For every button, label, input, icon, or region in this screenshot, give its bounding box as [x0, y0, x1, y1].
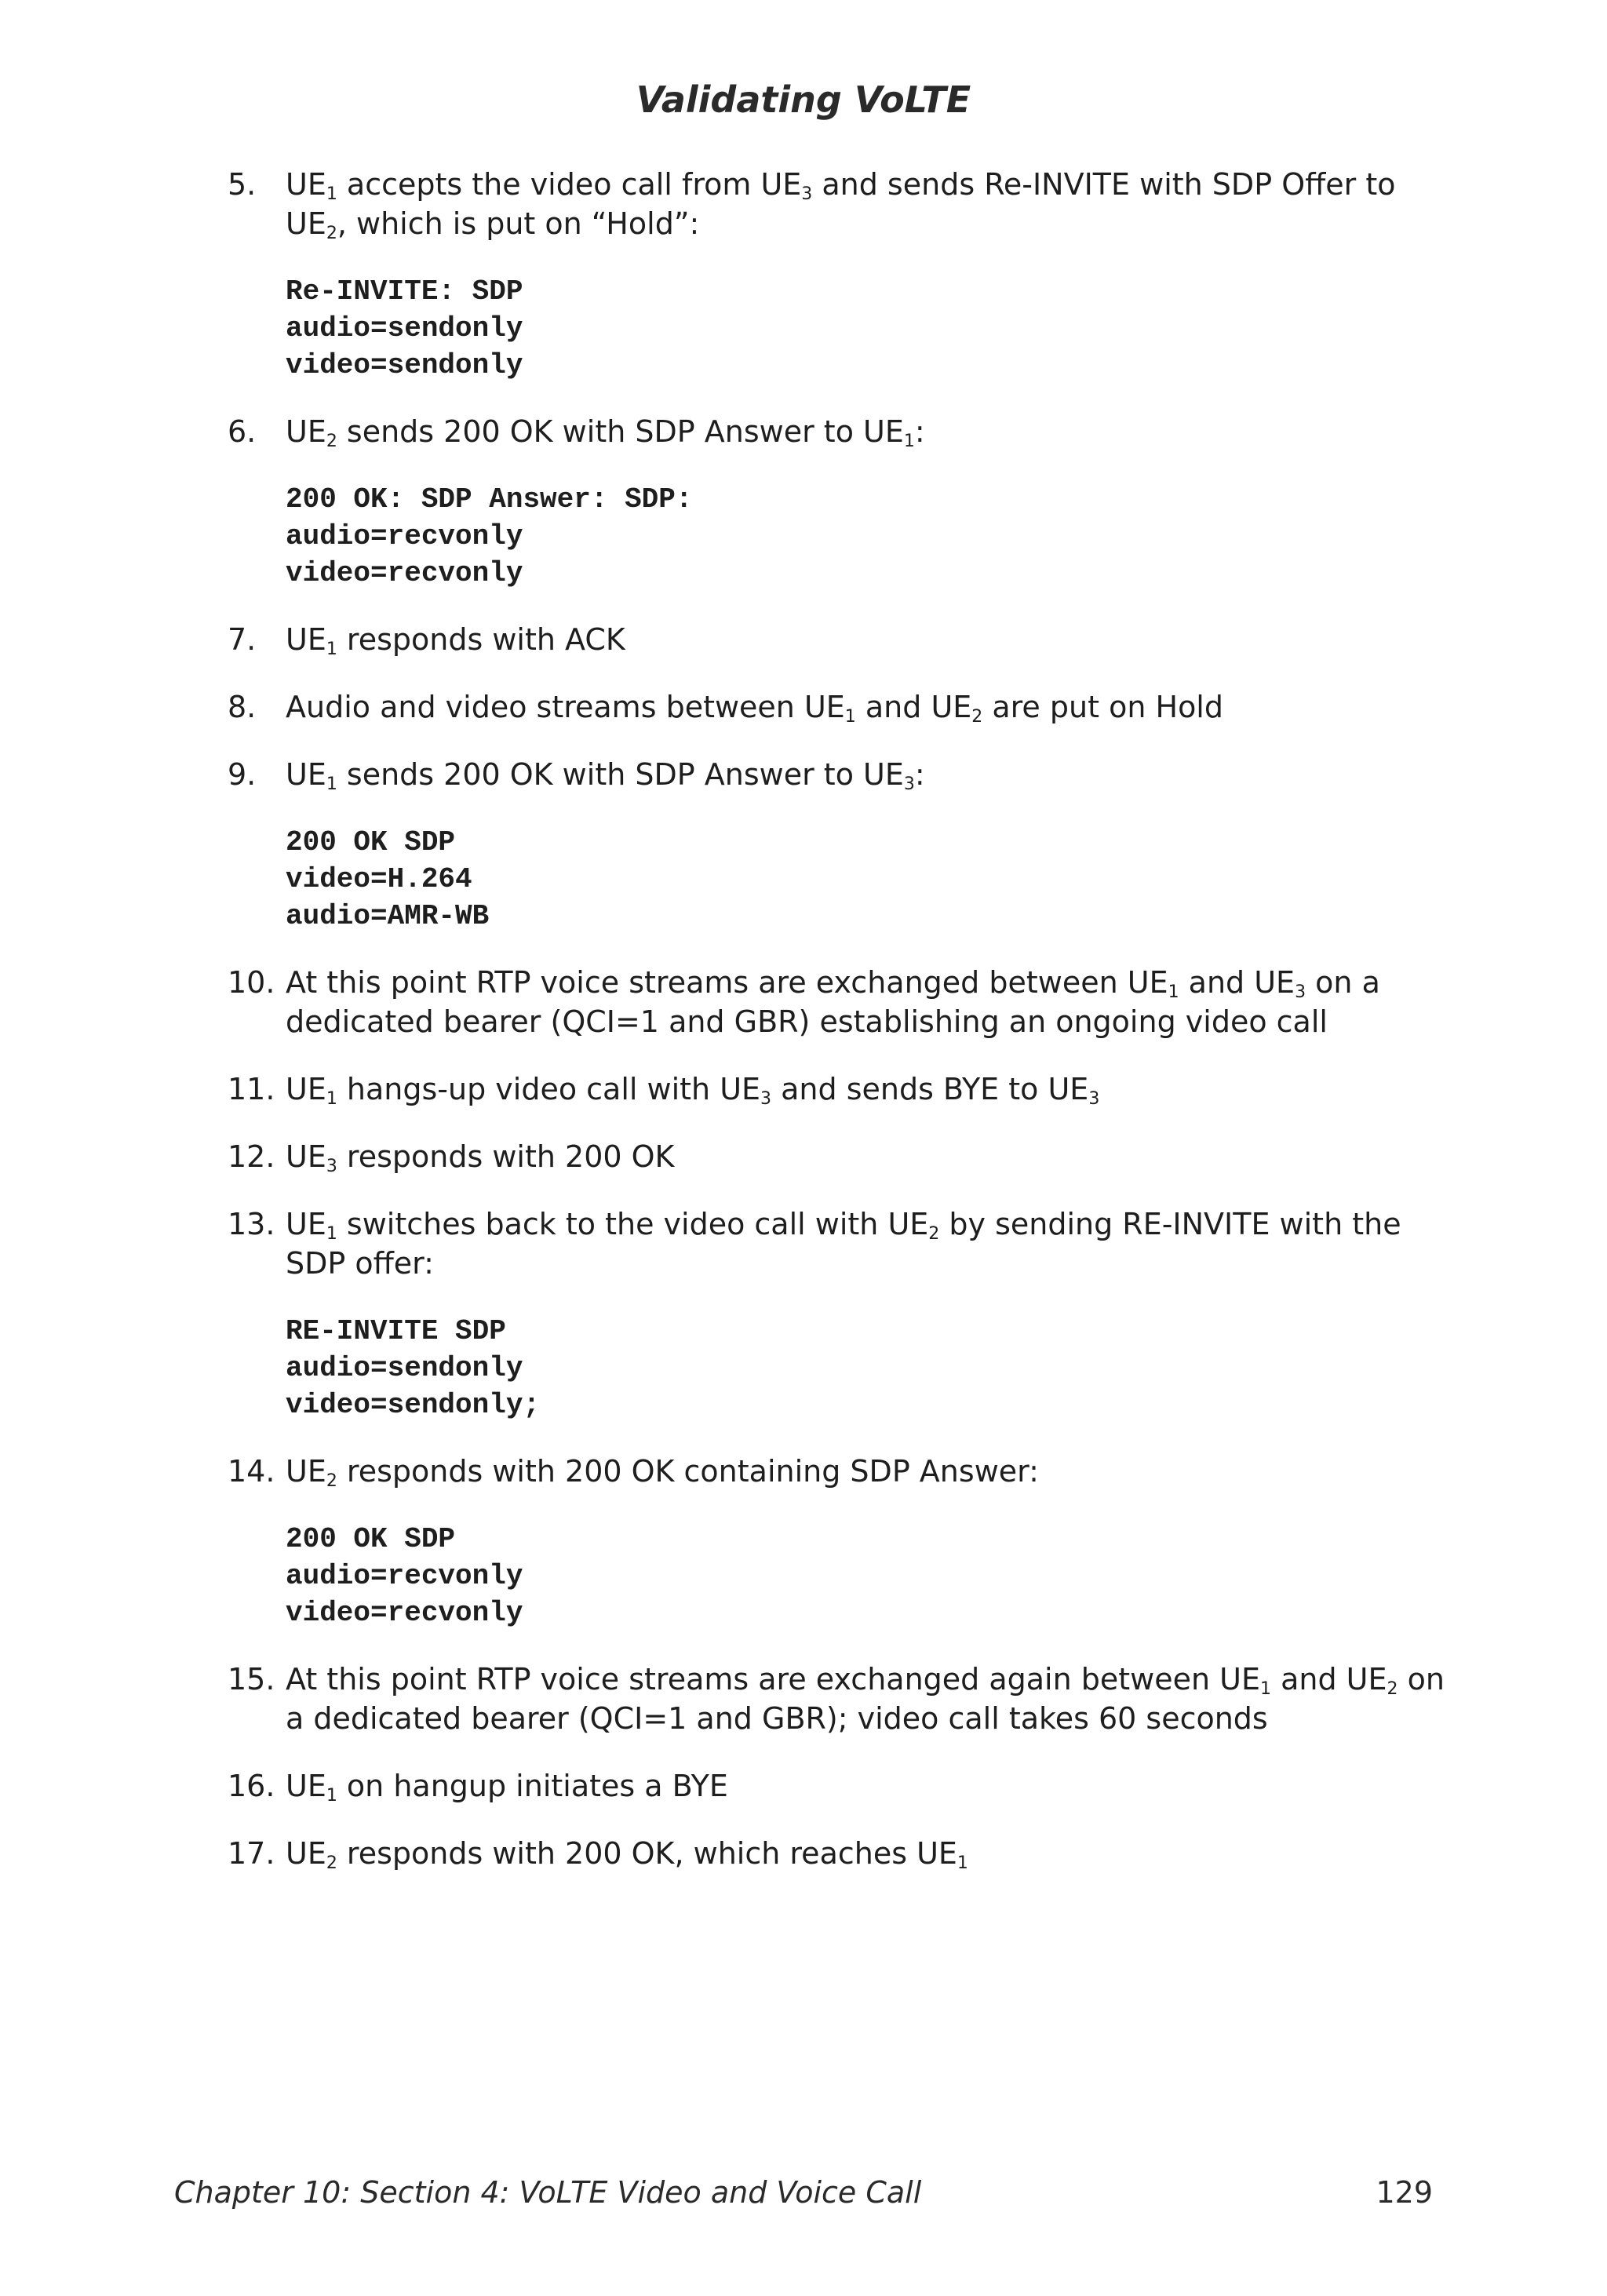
list-item — [228, 963, 1452, 1041]
code-line: video=sendonly — [286, 349, 523, 381]
list-item-text: $UE_1$ accepts the video call from $UE_3$ and sends Re-INVITE with SDP Offer to $UE_2$, which is put on “Hold”: — [286, 167, 1396, 243]
list-item-number: 16. — [228, 1769, 275, 1803]
list-item-text: $UE_1$ switches back to the video call with $UE_2$ by sending RE-INVITE with the SDP offer: — [286, 1207, 1401, 1281]
list-item-text: At this point RTP voice streams are exchanged again between $UE_1$ and $UE_2$ on a dedicated bearer (QCI=1 and GBR); video call takes 60 seconds — [286, 1662, 1445, 1736]
list-item — [228, 1834, 1452, 1873]
list-item-number: 17. — [228, 1836, 275, 1871]
list-item-number: 12. — [228, 1139, 275, 1174]
code-block — [286, 273, 1452, 384]
code-line: video=recvonly — [286, 557, 523, 589]
code-line: video=H.264 — [286, 863, 472, 895]
list-item-number: 9. — [228, 757, 257, 792]
code-line: video=recvonly — [286, 1597, 523, 1629]
code-line: video=sendonly; — [286, 1389, 541, 1421]
list-item — [228, 1660, 1452, 1738]
list-item — [228, 1137, 1452, 1176]
list-item-number: 8. — [228, 690, 257, 724]
code-line: RE-INVITE SDP — [286, 1315, 506, 1347]
list-item-text: $UE_2$ responds with 200 OK, which reaches $UE_1$ — [286, 1836, 968, 1873]
footer-chapter-title: Chapter 10: Section 4: VoLTE Video and Voice Call — [174, 2175, 922, 2210]
list-item-text: $UE_2$ sends 200 OK with SDP Answer to $UE_1$: — [286, 414, 925, 451]
list-item-text: Audio and video streams between $UE_1$ and $UE_2$ are put on Hold — [286, 690, 1223, 727]
list-item-number: 7. — [228, 622, 257, 657]
code-block — [286, 1313, 1452, 1423]
list-item — [228, 1452, 1452, 1631]
list-item — [228, 687, 1452, 727]
code-block — [286, 1521, 1452, 1631]
code-line: 200 OK SDP — [286, 1523, 456, 1555]
list-item — [228, 755, 1452, 935]
code-line: Re-INVITE: SDP — [286, 275, 523, 308]
code-block — [286, 824, 1452, 935]
code-block — [286, 481, 1452, 592]
list-item-text: $UE_2$ responds with 200 OK containing SDP Answer: — [286, 1454, 1039, 1491]
list-item-number: 13. — [228, 1207, 275, 1241]
list-item-text: $UE_3$ responds with 200 OK — [286, 1139, 675, 1176]
footer-page-number: 129 — [1376, 2175, 1433, 2210]
list-item-text: $UE_1$ hangs-up video call with $UE_3$ and sends BYE to $UE_3$ — [286, 1072, 1100, 1109]
list-item — [228, 1070, 1452, 1109]
list-item — [228, 1204, 1452, 1423]
list-item — [228, 1766, 1452, 1806]
list-item — [228, 620, 1452, 659]
code-line: 200 OK: SDP Answer: SDP: — [286, 483, 693, 516]
code-line: audio=recvonly — [286, 520, 523, 552]
code-line: audio=recvonly — [286, 1560, 523, 1592]
code-line: 200 OK SDP — [286, 826, 456, 858]
code-line: audio=sendonly — [286, 312, 523, 344]
page-header-title: Validating VoLTE — [636, 78, 971, 121]
list-item-number: 11. — [228, 1072, 275, 1106]
list-item-number: 5. — [228, 167, 257, 202]
list-item — [228, 412, 1452, 592]
list-item — [228, 165, 1452, 384]
code-line: audio=sendonly — [286, 1352, 523, 1384]
list-item-text: At this point RTP voice streams are exchanged between $UE_1$ and $UE_3$ on a dedicated bearer (QCI=1 and GBR) establishing an ongoing video call — [286, 965, 1380, 1039]
list-item-number: 14. — [228, 1454, 275, 1489]
list-item-number: 6. — [228, 414, 257, 449]
list-item-text: $UE_1$ responds with ACK — [286, 622, 625, 659]
list-item-number: 10. — [228, 965, 275, 1000]
list-item-number: 15. — [228, 1662, 275, 1696]
code-line: audio=AMR-WB — [286, 900, 490, 932]
list-item-text: $UE_1$ sends 200 OK with SDP Answer to $UE_3$: — [286, 757, 925, 794]
list-item-text: $UE_1$ on hangup initiates a BYE — [286, 1769, 728, 1806]
numbered-step-list — [228, 165, 1452, 1901]
